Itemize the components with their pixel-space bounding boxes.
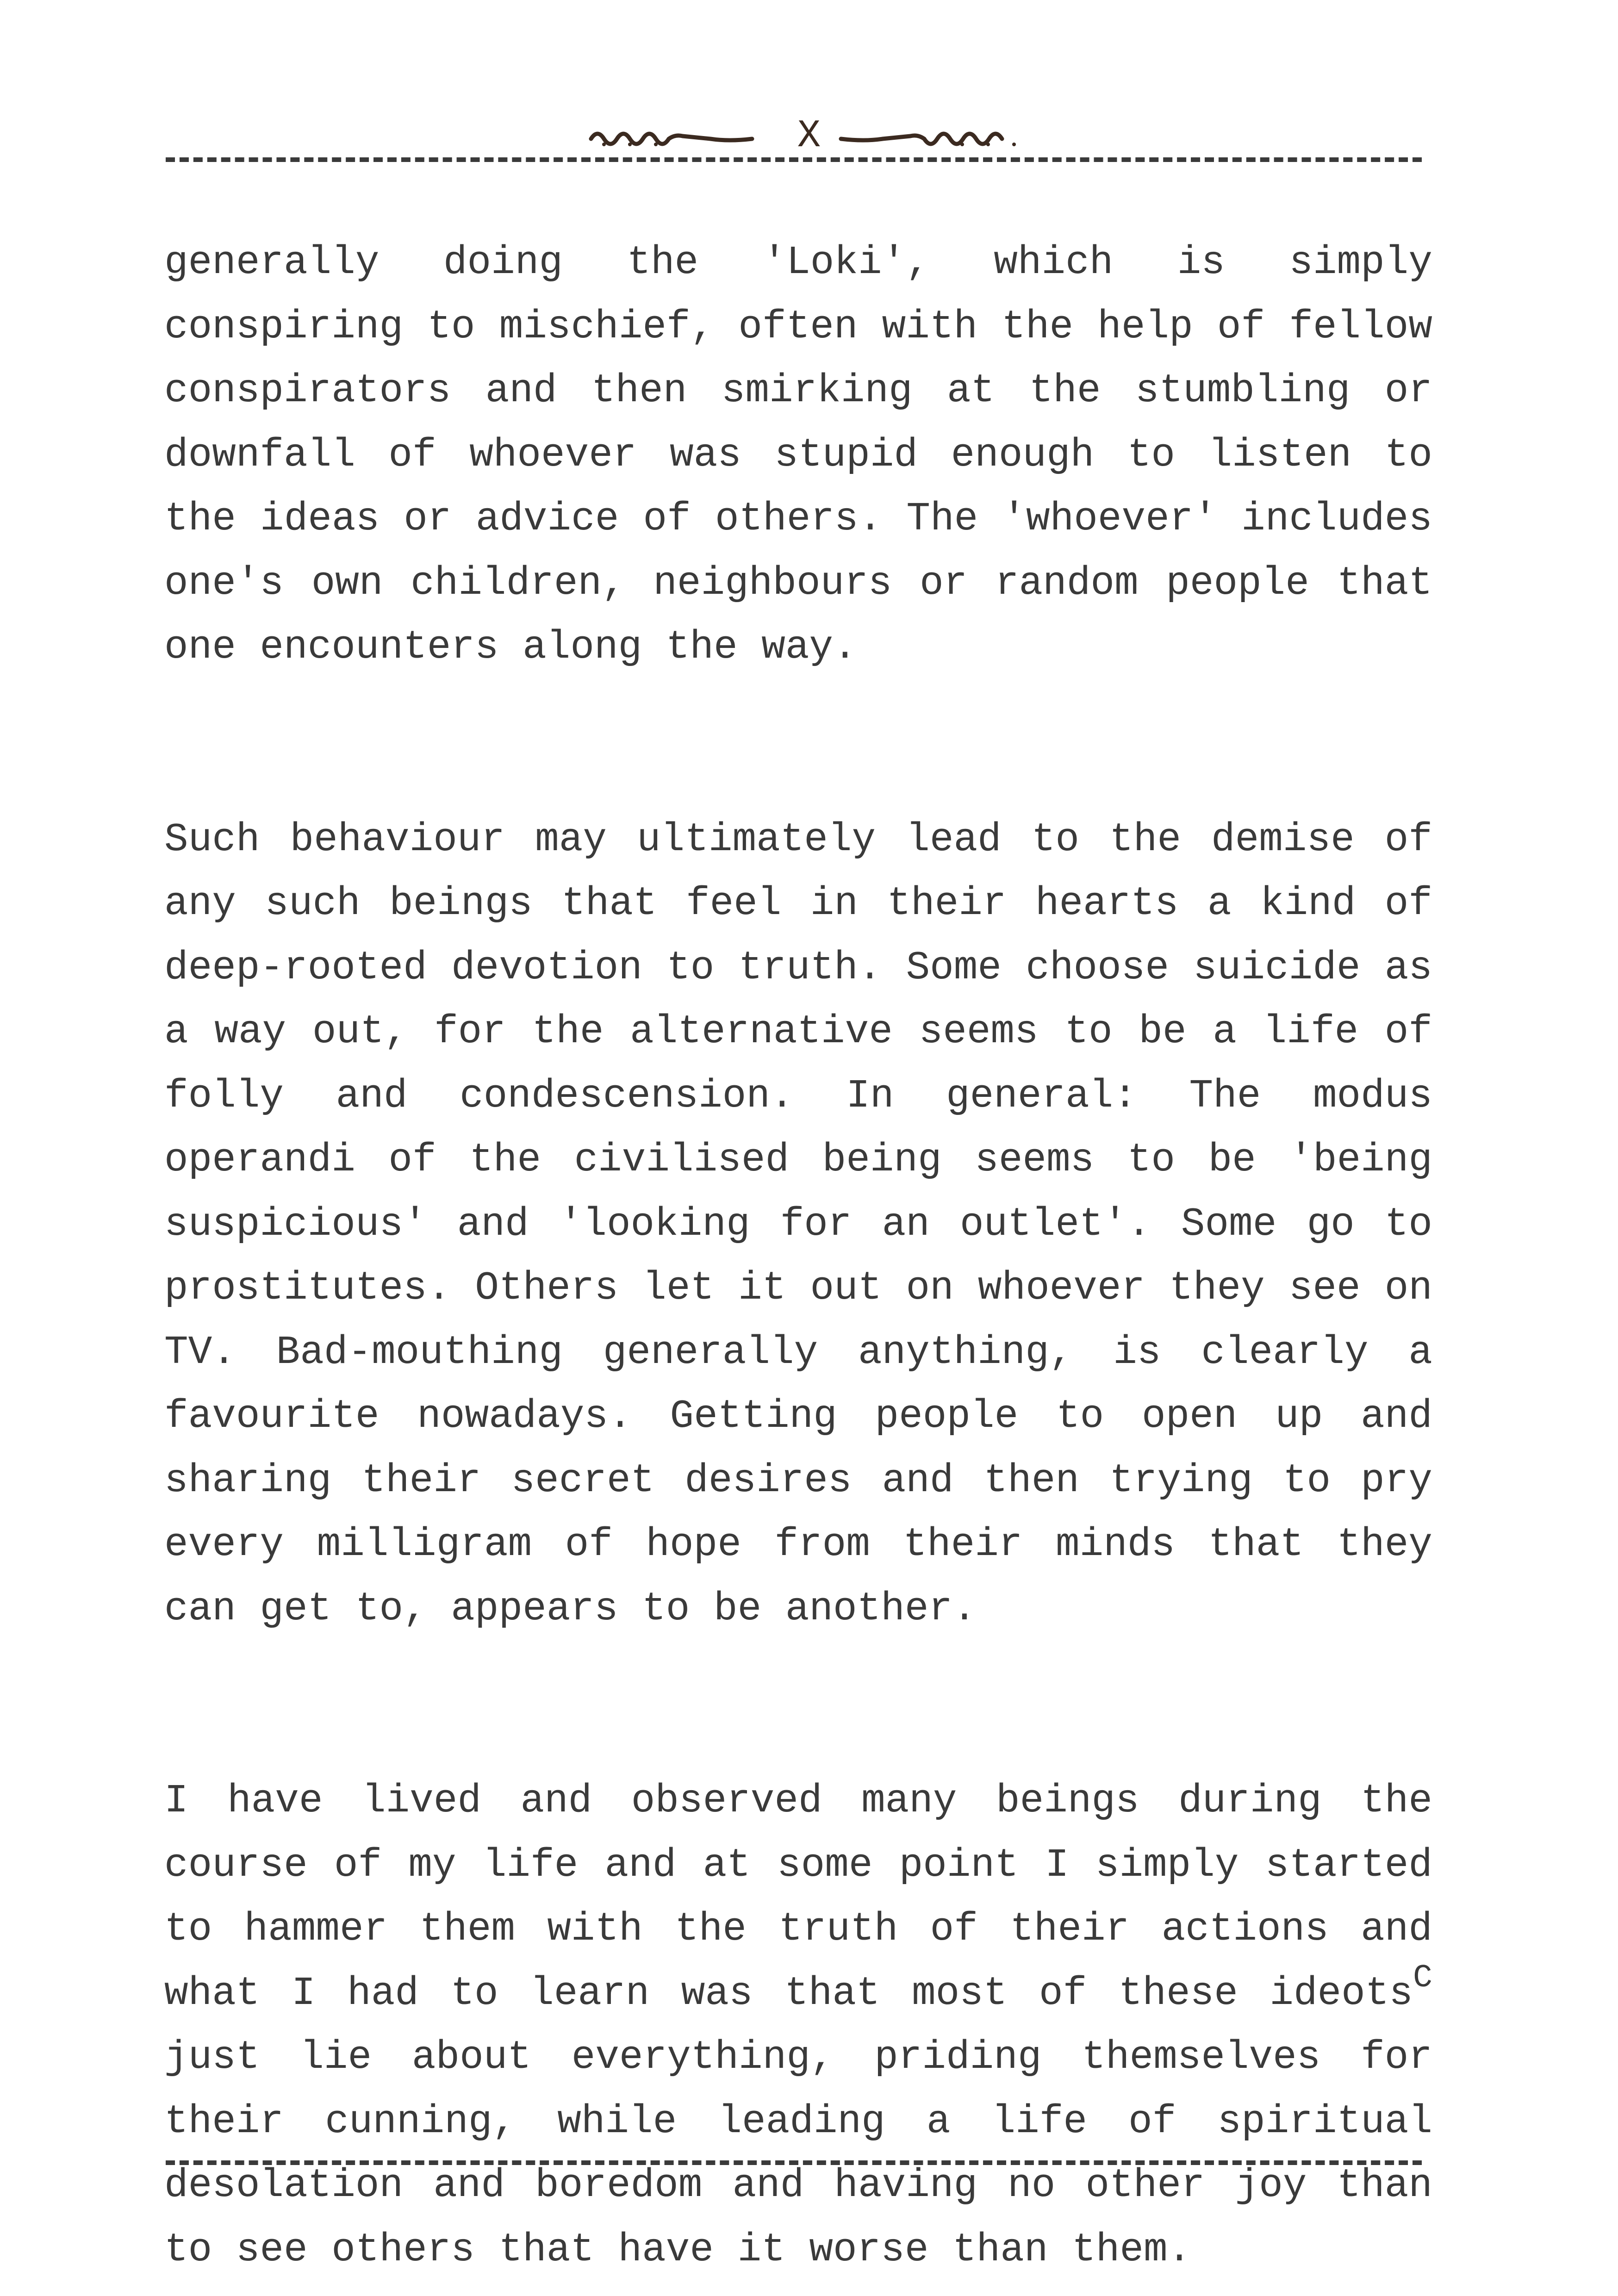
paragraph-2: Such behaviour may ultimately lead to the demise of any such beings that feel in their hearts a kind of deep-rooted devotion to truth. Some choose suicide as a way out, for the alternative seems to be a life of folly and condescension. In general: The modus operandi of the civilised being seems to be 'being suspicious' and 'looking for an outlet'. Some go to prostitutes. Others let it out on whoever they see on TV. Bad-mouthing generally anything, is clearly a favourite nowadays. Getting people to open up and sharing their secret desires and then trying to pry every milligram of hope from their minds that they can get to, appears to be another. — [164, 816, 1432, 1631]
paragraph-1: generally doing the 'Loki', which is simply conspiring to mischief, often with the help of fellow conspirators and then smirking at the stumbling or downfall of whoever was stupid enough to listen to the ideas or advice of others. The 'whoever' includes one's own children, neighbours or random people that one encounters along the way. — [164, 240, 1432, 670]
chapter-header — [0, 109, 1618, 164]
footnote-mark[interactable]: C — [1413, 1960, 1432, 1997]
top-dashed-rule — [166, 157, 1422, 162]
chapter-numeral: X — [797, 114, 821, 158]
paragraph-3 — [164, 1769, 1432, 2282]
page-body — [164, 230, 1432, 2282]
paragraph-3-text-start: I have lived and observed many beings during the course of my life and at some point I simply started to hammer them with the truth of their actions and what I had to learn was that most of these ideots — [164, 1778, 1432, 2016]
paragraph-3-text-end: just lie about everything, priding themselves for their cunning, while leading a life of spiritual desolation and boredom and having no other joy than to see others that have it worse than them. — [164, 2035, 1432, 2272]
squiggle-ornament-icon — [587, 120, 782, 153]
squiggle-ornament-icon — [836, 120, 1031, 153]
bottom-dashed-rule — [166, 2160, 1422, 2165]
